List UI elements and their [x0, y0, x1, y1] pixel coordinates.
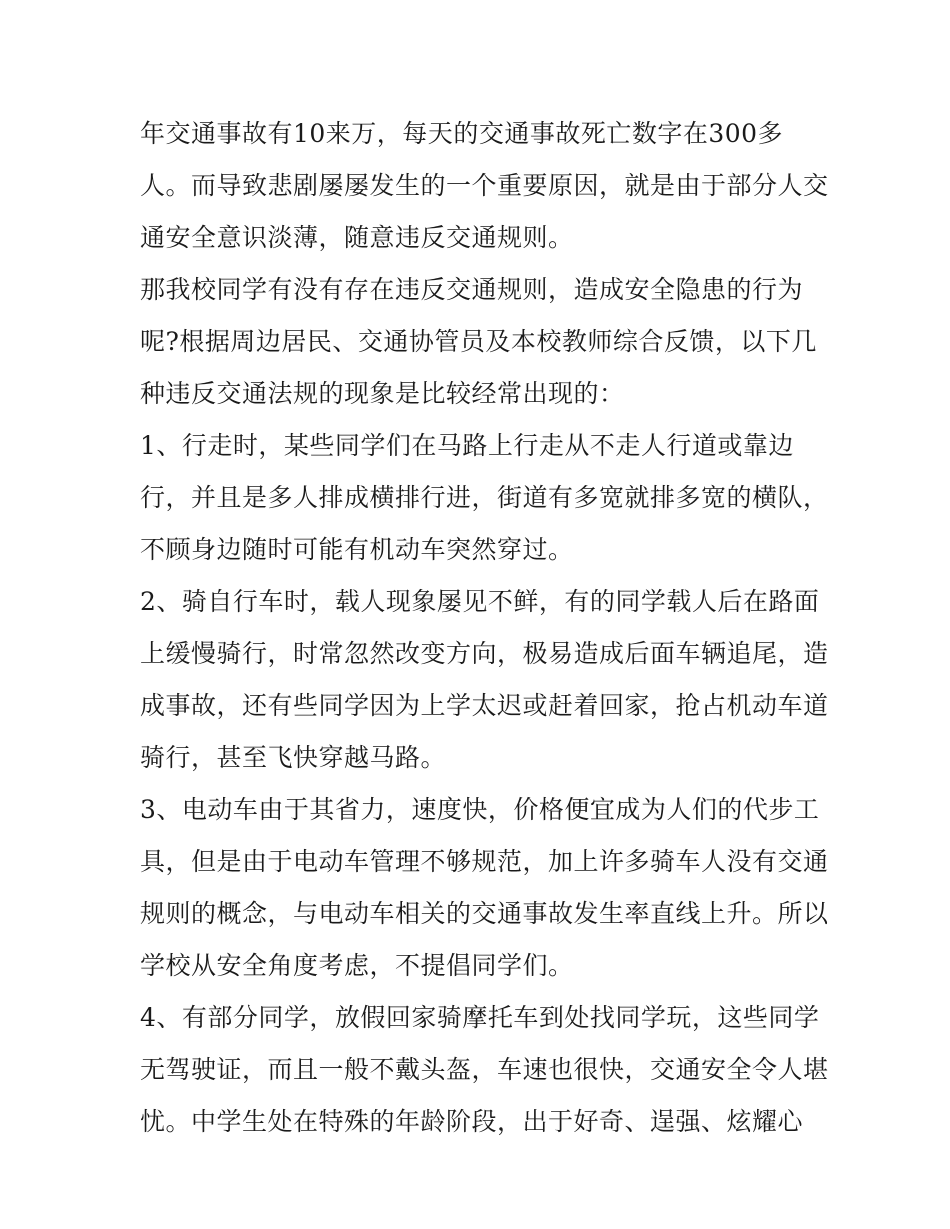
body-text	[140, 108, 829, 1148]
text-line: 人。而导致悲剧屡屡发生的一个重要原因，就是由于部分人交	[140, 171, 829, 200]
text-line: 呢?根据周边居民、交通协管员及本校教师综合反馈，以下几	[140, 327, 817, 356]
text-line: 不顾身边随时可能有机动车突然穿过。	[140, 535, 574, 564]
text-line: 1、行走时，某些同学们在马路上行走从不走人行道或靠边	[140, 431, 794, 460]
text-line: 成事故，还有些同学因为上学太迟或赶着回家，抢占机动车道	[140, 691, 829, 720]
text-line: 忧。中学生处在特殊的年龄阶段，出于好奇、逞强、炫耀心	[140, 1107, 804, 1136]
text-line: 那我校同学有没有存在违反交通规则，造成安全隐患的行为	[140, 275, 804, 304]
text-line: 具，但是由于电动车管理不够规范，加上许多骑车人没有交通	[140, 847, 829, 876]
text-line: 无驾驶证，而且一般不戴头盔，车速也很快，交通安全令人堪	[140, 1055, 829, 1084]
text-line: 2、骑自行车时，载人现象屡见不鲜，有的同学载人后在路面	[140, 587, 820, 616]
text-line: 上缓慢骑行，时常忽然改变方向，极易造成后面车辆追尾，造	[140, 639, 829, 668]
text-line: 行，并且是多人排成横排行进，街道有多宽就排多宽的横队，	[140, 483, 829, 512]
text-line: 种违反交通法规的现象是比较经常出现的：	[140, 379, 625, 408]
text-line: 年交通事故有10来万，每天的交通事故死亡数字在300多	[140, 119, 784, 148]
text-line: 通安全意识淡薄，随意违反交通规则。	[140, 223, 574, 252]
text-line: 4、有部分同学，放假回家骑摩托车到处找同学玩，这些同学	[140, 1003, 820, 1032]
text-line: 骑行，甚至飞快穿越马路。	[140, 743, 447, 772]
text-line: 规则的概念，与电动车相关的交通事故发生率直线上升。所以	[140, 899, 829, 928]
text-line: 学校从安全角度考虑，不提倡同学们。	[140, 951, 574, 980]
text-line: 3、电动车由于其省力，速度快，价格便宜成为人们的代步工	[140, 795, 820, 824]
